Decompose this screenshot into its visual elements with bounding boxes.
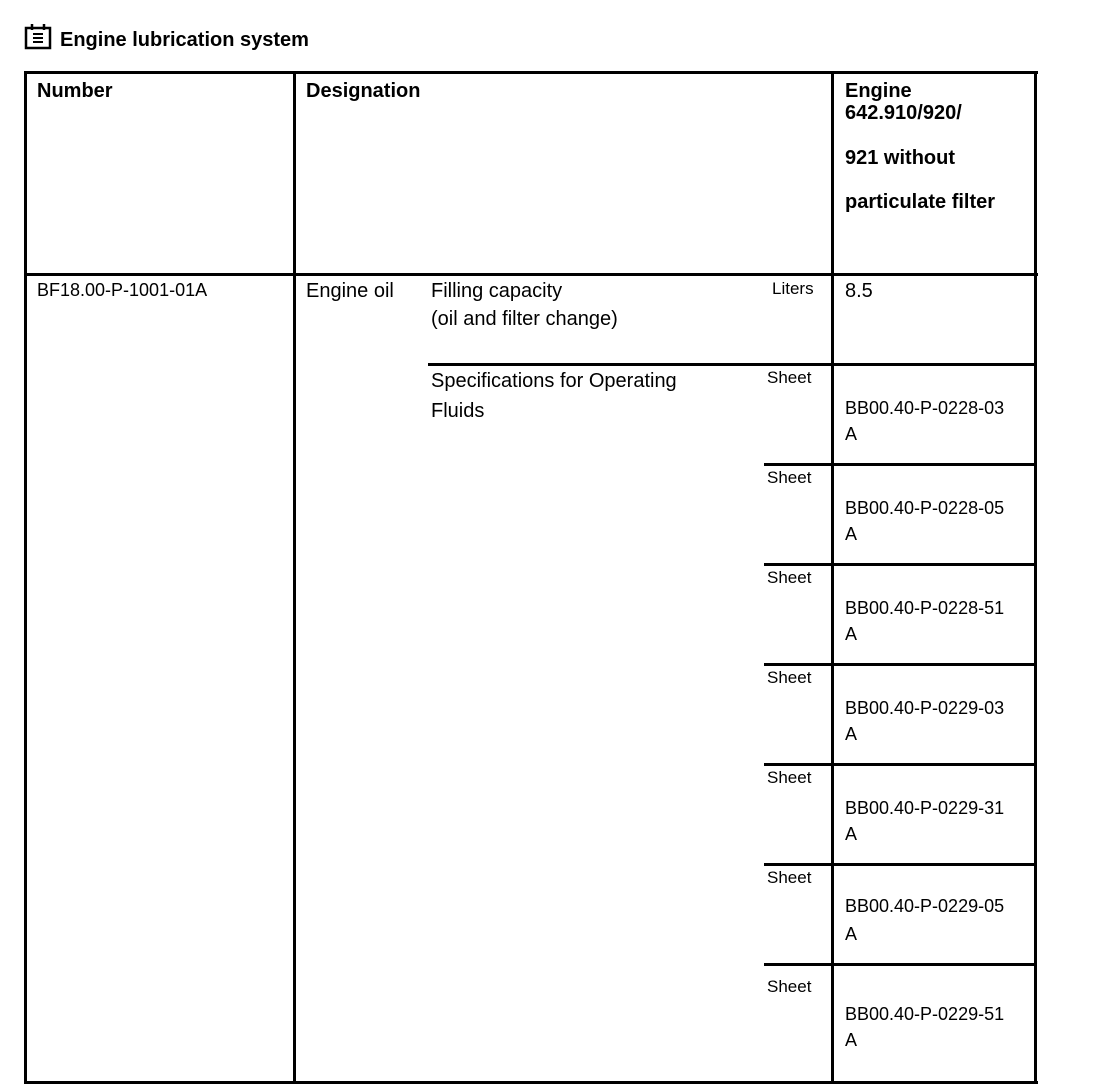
sheet-reference bbox=[845, 695, 1004, 747]
filling-capacity-label bbox=[431, 277, 618, 333]
sheet-unit: Sheet bbox=[767, 368, 812, 387]
row-number: BF18.00-P-1001-01A bbox=[37, 280, 208, 300]
sheet-suffix: A bbox=[845, 724, 858, 744]
section-title: Engine lubrication system bbox=[60, 29, 309, 51]
sheet-code: BB00.40-P-0228-03 bbox=[845, 398, 1005, 418]
column-header-engine bbox=[845, 80, 995, 213]
sheet-unit: Sheet bbox=[767, 977, 812, 996]
spec-label-line: Fluids bbox=[431, 400, 485, 422]
sheet-suffix: A bbox=[845, 1030, 858, 1050]
sheet-unit: Sheet bbox=[767, 868, 812, 887]
sheet-suffix: A bbox=[845, 624, 858, 644]
filling-label-line: Filling capacity bbox=[431, 280, 563, 302]
document-icon bbox=[24, 22, 54, 50]
row-designation: Engine oil bbox=[306, 280, 394, 302]
sheet-reference bbox=[845, 595, 1004, 647]
sheet-code: BB00.40-P-0228-05 bbox=[845, 498, 1005, 518]
sheet-reference bbox=[845, 893, 1004, 947]
sheet-unit: Sheet bbox=[767, 768, 812, 787]
engine-header-line: 921 without bbox=[845, 147, 956, 169]
engine-header-line: 642.910/920/ bbox=[845, 102, 962, 124]
sheet-suffix: A bbox=[845, 424, 858, 444]
sheet-code: BB00.40-P-0229-05 bbox=[845, 896, 1005, 916]
column-header-designation: Designation bbox=[306, 80, 421, 102]
sheet-code: BB00.40-P-0229-31 bbox=[845, 798, 1005, 818]
sheet-code: BB00.40-P-0228-51 bbox=[845, 598, 1005, 618]
sheet-unit: Sheet bbox=[767, 568, 812, 587]
sheet-reference bbox=[845, 395, 1004, 447]
sheet-reference bbox=[845, 795, 1004, 847]
engine-header-line: Engine bbox=[845, 80, 912, 102]
sheet-unit: Sheet bbox=[767, 468, 812, 487]
sheet-suffix: A bbox=[845, 824, 858, 844]
filling-unit: Liters bbox=[772, 279, 814, 298]
spec-label-line: Specifications for Operating bbox=[431, 370, 677, 392]
sheet-unit: Sheet bbox=[767, 668, 812, 687]
filling-value: 8.5 bbox=[845, 280, 873, 302]
sheet-reference bbox=[845, 1001, 1004, 1053]
column-header-number: Number bbox=[37, 80, 113, 102]
sheet-suffix: A bbox=[845, 924, 858, 944]
specifications-label bbox=[431, 366, 677, 426]
sheet-reference bbox=[845, 495, 1004, 547]
sheet-code: BB00.40-P-0229-03 bbox=[845, 698, 1005, 718]
filling-label-line: (oil and filter change) bbox=[431, 308, 618, 330]
sheet-suffix: A bbox=[845, 524, 858, 544]
engine-header-line: particulate filter bbox=[845, 191, 996, 213]
sheet-code: BB00.40-P-0229-51 bbox=[845, 1004, 1005, 1024]
